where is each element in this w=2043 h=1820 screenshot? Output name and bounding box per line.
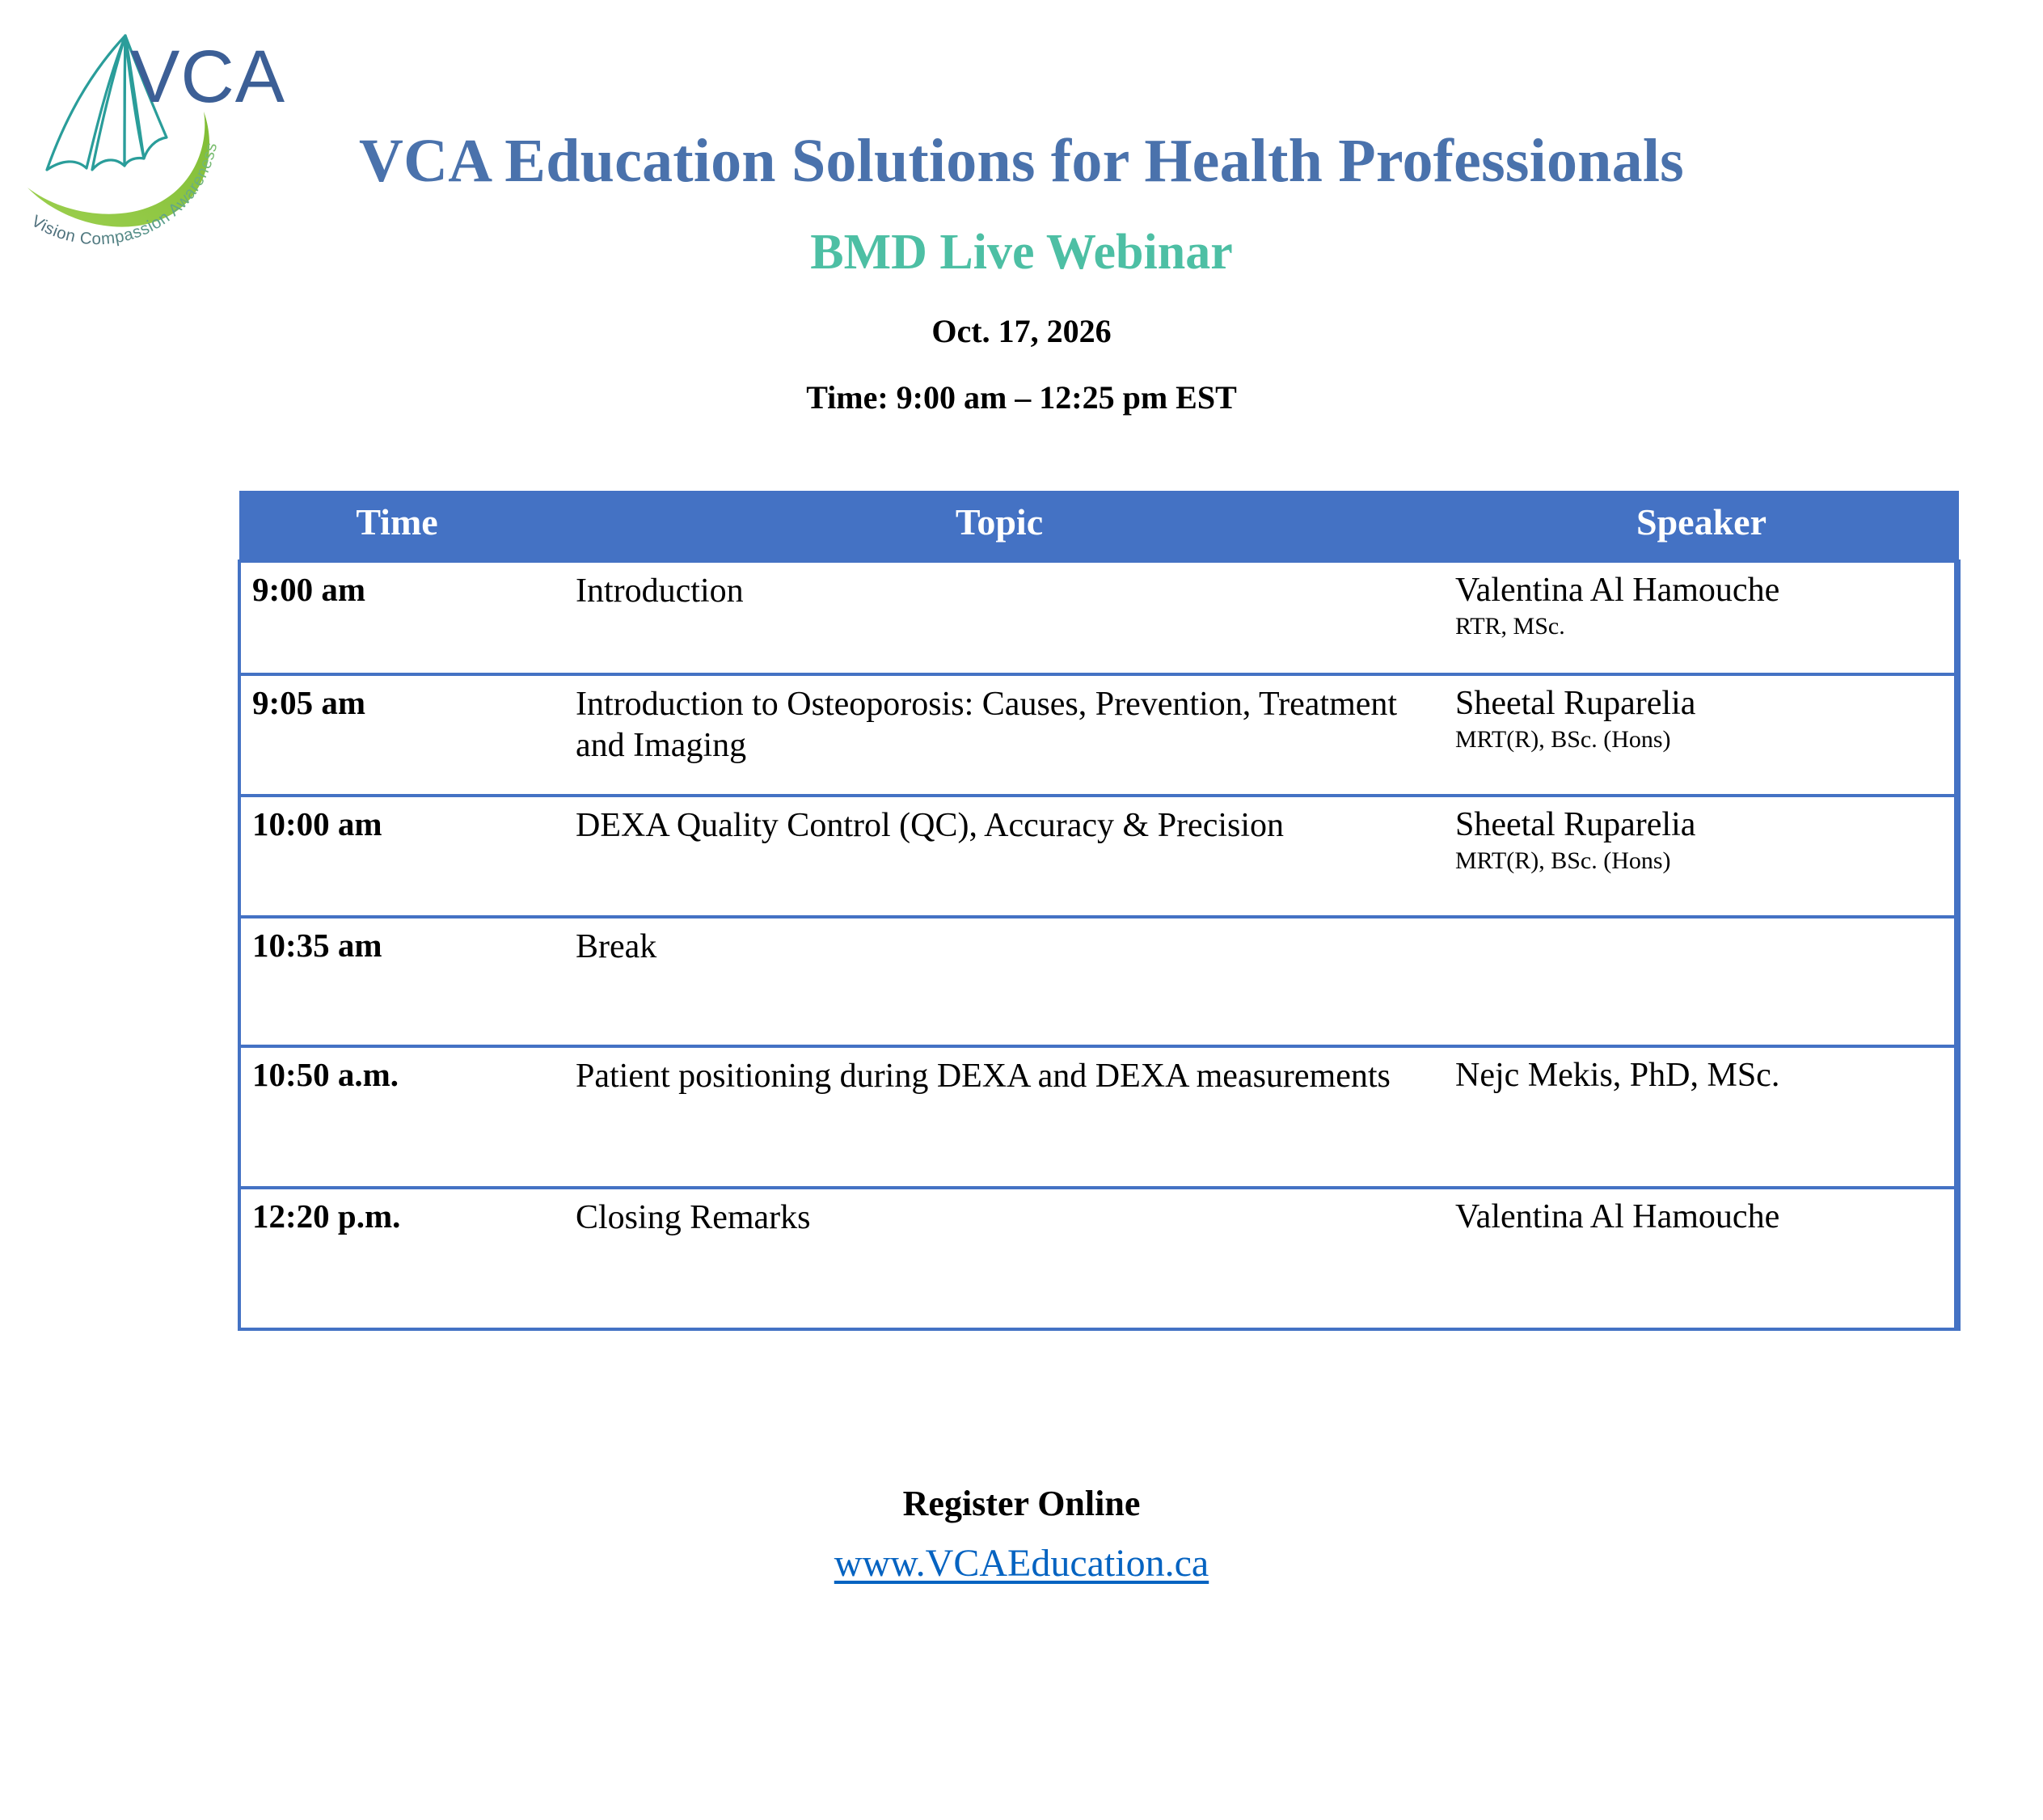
cell-speaker	[1444, 1188, 1959, 1329]
register-url-link[interactable]: www.VCAEducation.ca	[834, 1542, 1209, 1586]
speaker-name: Nejc Mekis, PhD, MSc.	[1455, 1056, 1780, 1094]
table-row	[239, 796, 1959, 917]
speaker-name: Valentina Al Hamouche	[1455, 571, 1780, 609]
cell-topic: DEXA Quality Control (QC), Accuracy & Precision	[555, 796, 1444, 917]
cell-speaker	[1444, 917, 1959, 1046]
cell-topic: Closing Remarks	[555, 1188, 1444, 1329]
cell-topic: Introduction	[555, 561, 1444, 674]
table-right-border	[1954, 561, 1957, 1331]
webinar-time: Time: 9:00 am – 12:25 pm EST	[806, 378, 1237, 416]
cell-time: 9:00 am	[239, 561, 555, 674]
table-row	[239, 561, 1959, 674]
cell-time: 10:50 a.m.	[239, 1046, 555, 1188]
cell-time: 10:35 am	[239, 917, 555, 1046]
schedule-table-wrapper	[238, 491, 1957, 1331]
speaker-name: Valentina Al Hamouche	[1455, 1197, 1780, 1235]
cell-topic: Patient positioning during DEXA and DEXA measurements	[555, 1046, 1444, 1188]
footer-block	[0, 1484, 2043, 1586]
column-header-time: Time	[239, 491, 555, 561]
speaker-credential: RTR, MSc.	[1455, 613, 1565, 640]
logo-tagline: Vision Compassion Awareness	[27, 141, 222, 249]
table-left-border	[238, 561, 241, 1331]
schedule-table	[238, 491, 1961, 1331]
register-online-label: Register Online	[902, 1484, 1141, 1523]
schedule-table-body	[239, 561, 1959, 1329]
cell-time: 12:20 p.m.	[239, 1188, 555, 1329]
cell-time: 9:05 am	[239, 674, 555, 796]
column-header-speaker: Speaker	[1444, 491, 1959, 561]
speaker-credential: MRT(R), BSc. (Hons)	[1455, 847, 1671, 875]
cell-topic: Introduction to Osteoporosis: Causes, Prevention, Treatment and Imaging	[555, 674, 1444, 796]
page-subtitle: BMD Live Webinar	[810, 224, 1233, 280]
header-block	[0, 0, 2043, 416]
column-header-topic: Topic	[555, 491, 1444, 561]
schedule-header-row	[239, 491, 1959, 561]
webinar-date: Oct. 17, 2026	[931, 312, 1112, 349]
schedule-table-head	[239, 491, 1959, 561]
cell-topic: Break	[555, 917, 1444, 1046]
cell-speaker	[1444, 674, 1959, 796]
cell-speaker	[1444, 561, 1959, 674]
logo-wordmark: VCA	[130, 36, 286, 118]
speaker-name: Sheetal Ruparelia	[1455, 805, 1696, 843]
page-title: VCA Education Solutions for Health Professionals	[359, 127, 1684, 195]
cell-speaker	[1444, 796, 1959, 917]
speaker-credential: MRT(R), BSc. (Hons)	[1455, 726, 1671, 754]
cell-speaker	[1444, 1046, 1959, 1188]
speaker-name: Sheetal Ruparelia	[1455, 684, 1696, 722]
table-row-break	[239, 917, 1959, 1046]
table-row	[239, 1046, 1959, 1188]
cell-time: 10:00 am	[239, 796, 555, 917]
table-row	[239, 1188, 1959, 1329]
table-row	[239, 674, 1959, 796]
